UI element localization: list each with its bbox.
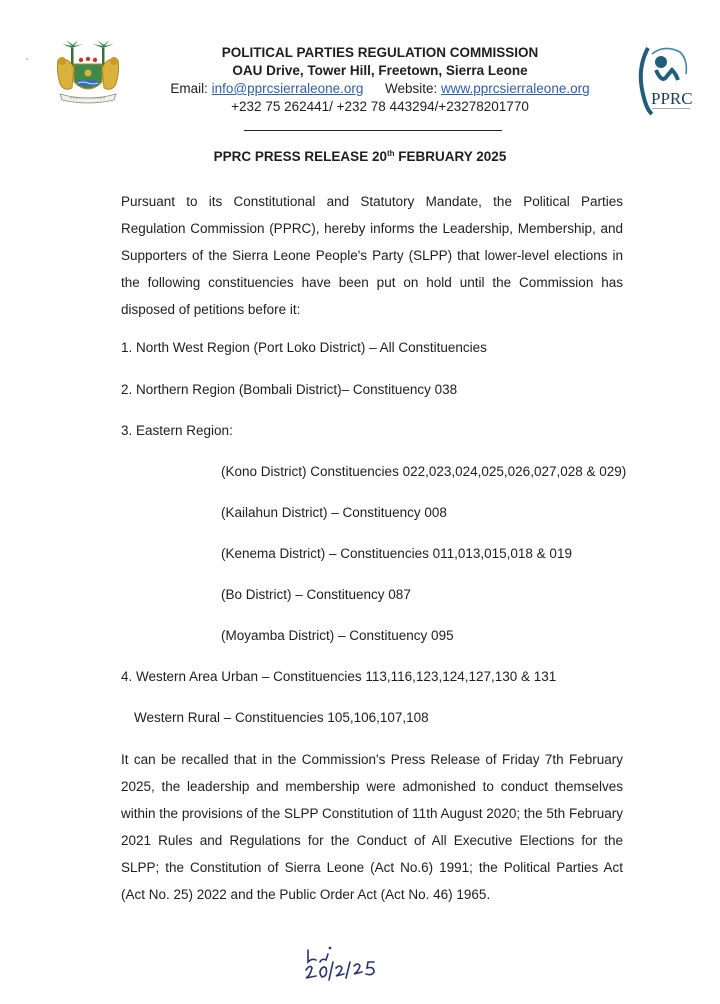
email-link[interactable]: info@pprcsierraleone.org	[211, 81, 364, 96]
pprc-logo	[634, 40, 694, 120]
sub-item-kenema: (Kenema District) – Constituencies 011,013,015,018 & 019	[221, 546, 572, 561]
title-superscript: th	[386, 149, 395, 158]
coat-of-arms-icon	[52, 40, 124, 106]
press-release-title	[0, 149, 720, 164]
closing-paragraph: It can be recalled that in the Commission's Press Release of Friday 7th February 2025, the leadership and membership were admonished to conduct themselves within the provisions of the SLPP Constitution of 11th August 2020; the 5th February 2021 Rules and Regulations for the Conduct of All Executive Elections for the SLPP; the Constitution of Sierra Leone (Act No.6) 1991; the Political Parties Act (Act No. 25) 2022 and the Public Order Act (Act No. 46) 1965.	[121, 752, 623, 902]
phone-numbers: +232 75 262441/ +232 78 443294/+23278201770	[231, 99, 529, 114]
title-suffix: FEBRUARY 2025	[394, 149, 507, 164]
email-label: Email:	[170, 81, 208, 96]
website-label: Website:	[384, 81, 438, 96]
organization-name: POLITICAL PARTIES REGULATION COMMISSION	[221, 45, 539, 60]
list-item-western-urban: 4. Western Area Urban – Constituencies 113,116,123,124,127,130 & 131	[121, 669, 557, 684]
intro-paragraph: Pursuant to its Constitutional and Statutory Mandate, the Political Parties Regulation Commission (PPRC), hereby informs the Leadership, Membership, and Supporters of the Sierra Leone People's Party (SLPP) that lower-level elections in the following constituencies have been put on hold until the Commission has disposed of petitions before it:	[121, 194, 623, 317]
pprc-logo-text: PPRC	[651, 89, 693, 108]
title-prefix: PPRC PRESS RELEASE 20	[213, 149, 387, 164]
list-item-north-west: 1. North West Region (Port Loko District) – All Constituencies	[121, 340, 487, 355]
sub-item-kono: (Kono District) Constituencies 022,023,024,025,026,027,028 & 029)	[221, 464, 627, 479]
letterhead	[140, 44, 620, 116]
website-link[interactable]: www.pprcsierraleone.org	[441, 81, 590, 96]
organization-address: OAU Drive, Tower Hill, Freetown, Sierra Leone	[232, 63, 528, 78]
pprc-figure-icon	[634, 40, 694, 120]
scan-speck	[26, 58, 28, 60]
list-item-western-rural: Western Rural – Constituencies 105,106,107,108	[134, 710, 429, 725]
handwritten-signature-date	[302, 944, 412, 984]
list-item-eastern: 3. Eastern Region:	[121, 423, 233, 438]
sub-item-kailahun: (Kailahun District) – Constituency 008	[221, 505, 447, 520]
sub-item-bo: (Bo District) – Constituency 087	[221, 587, 411, 602]
list-item-northern: 2. Northern Region (Bombali District)– Constituency 038	[121, 382, 458, 397]
sub-item-moyamba: (Moyamba District) – Constituency 095	[221, 628, 454, 643]
contact-line	[140, 80, 620, 98]
header-divider	[244, 130, 502, 131]
